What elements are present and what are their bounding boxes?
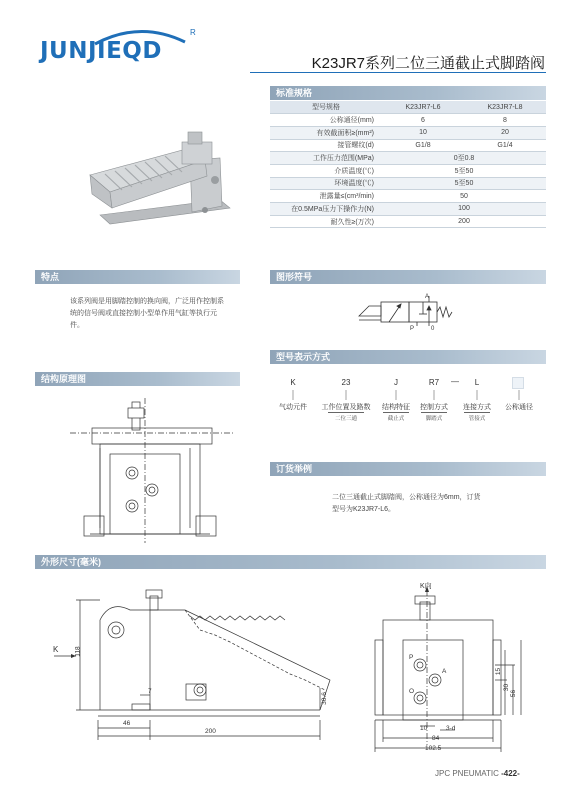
- section-header-symbol: 图形符号: [270, 270, 546, 284]
- spec-value: G1/8: [382, 139, 464, 152]
- spec-table: [270, 101, 546, 228]
- spec-value: G1/4: [464, 139, 546, 152]
- symbol-label-a: A: [425, 294, 430, 300]
- dim-label-30-6: 30.6: [320, 692, 328, 705]
- model-code-sub: 二位三通: [328, 412, 364, 422]
- model-code-label: 控制方式: [420, 404, 448, 411]
- table-row: [270, 126, 546, 139]
- port-label-o: O: [409, 688, 415, 695]
- table-row: [270, 203, 546, 216]
- logo-registered-mark: R: [190, 28, 196, 37]
- spec-value: 8: [464, 114, 546, 127]
- model-code-connectors: [280, 388, 540, 402]
- port-label-a: A: [442, 668, 447, 675]
- model-code-l: L: [474, 378, 480, 387]
- dim-label-k-view: K向: [420, 583, 432, 590]
- model-code-label: 公称通径: [505, 404, 533, 411]
- model-code-label: 结构特征: [382, 404, 410, 411]
- spec-value: 5至50: [382, 177, 546, 190]
- dim-label-102-5: 102.5: [425, 745, 442, 752]
- valve-symbol-diagram: [355, 292, 465, 332]
- model-code-dash: —: [451, 377, 459, 386]
- product-photo: [70, 120, 250, 240]
- dim-label-118: 118: [74, 646, 82, 657]
- model-code-sub: 管接式: [464, 412, 490, 422]
- dim-label-30: 30: [503, 683, 511, 692]
- model-code-label: 工作位置及路数: [321, 404, 371, 411]
- section-header-features: 特点: [35, 270, 240, 284]
- model-code-j: J: [394, 378, 398, 387]
- table-row: [270, 152, 546, 165]
- model-code-sub: 截止式: [383, 412, 409, 422]
- model-code-label: 气动元件: [279, 404, 307, 411]
- spec-value: 10: [382, 126, 464, 139]
- spec-header-cell: K23JR7-L6: [382, 101, 464, 114]
- table-row: [270, 215, 546, 228]
- section-header-dimensions: 外形尺寸(毫米): [35, 555, 546, 569]
- dim-label-10: 10: [420, 725, 428, 732]
- model-code-23: 23: [341, 378, 351, 387]
- spec-header-cell: K23JR7-L8: [464, 101, 546, 114]
- spec-label: 环境温度(℃): [270, 177, 382, 190]
- spec-label: 耐久性≥(万次): [270, 215, 382, 228]
- dim-label-15: 15: [495, 667, 503, 676]
- symbol-label-o: 0: [431, 326, 435, 332]
- features-text: 该系列阀是用脚踏控制的换向阀，广泛用作控制系统的信号阀或直接控制小型单作用气缸等执行元件。: [70, 298, 224, 329]
- spec-value: 6: [382, 114, 464, 127]
- spec-label: 在0.5MPa压力下操作力(N): [270, 203, 382, 216]
- spec-value: 20: [464, 126, 546, 139]
- section-header-model-code: 型号表示方式: [270, 350, 546, 364]
- order-example-text: 二位三通截止式脚踏阀，公称通径为6mm，订货型号为K23JR7-L6。: [332, 494, 481, 513]
- spec-value: 5至50: [382, 164, 546, 177]
- dim-label-46: 46: [123, 720, 131, 727]
- table-row: [270, 139, 546, 152]
- spec-value: 100: [382, 203, 546, 216]
- port-label-p: P: [409, 654, 414, 661]
- spec-header-cell: 型号规格: [270, 101, 382, 114]
- dim-label-56: 56: [510, 689, 518, 698]
- footer-brand: JPC PNEUMATIC: [435, 769, 499, 778]
- side-view-drawing: [40, 580, 340, 750]
- spec-label: 泄露量≤(cm³/min): [270, 190, 382, 203]
- model-code-r7: R7: [428, 378, 440, 387]
- spec-label: 接管螺纹(d): [270, 139, 382, 152]
- spec-label: 工作压力范围(MPa): [270, 152, 382, 165]
- model-code-sub: 脚踏式: [421, 412, 447, 422]
- dim-label-200: 200: [205, 728, 216, 735]
- logo-text: JUNJIEQD: [40, 38, 162, 64]
- model-code-label: 连接方式: [463, 404, 491, 411]
- spec-label: 介质温度(℃): [270, 164, 382, 177]
- table-row: [270, 114, 546, 127]
- section-header-structure: 结构原理图: [35, 372, 240, 386]
- spec-value: 0至0.8: [382, 152, 546, 165]
- table-row: [270, 164, 546, 177]
- structure-drawing: [70, 398, 240, 548]
- spec-label: 公称通径(mm): [270, 114, 382, 127]
- section-header-standard-spec: 标准规格: [270, 86, 546, 100]
- table-row: [270, 177, 546, 190]
- spec-value: 50: [382, 190, 546, 203]
- dim-label-k: K: [53, 645, 59, 654]
- title-underline: [250, 72, 546, 73]
- dim-label-84: 84: [432, 735, 440, 742]
- page-footer: [435, 769, 520, 778]
- symbol-label-p: P: [410, 326, 415, 332]
- spec-label: 有效截面积≥(mm²): [270, 126, 382, 139]
- page-number: -422-: [501, 769, 520, 778]
- brand-logo: [40, 26, 200, 74]
- dim-label-7: 7: [148, 688, 152, 695]
- page-title: K23JR7系列二位三通截止式脚踏阀: [311, 55, 545, 72]
- dim-label-3d: 3-d: [446, 725, 456, 732]
- model-code-k: K: [290, 378, 296, 387]
- section-header-order-example: 订货举例: [270, 462, 546, 476]
- spec-table-header: [270, 101, 546, 114]
- spec-value: 200: [382, 215, 546, 228]
- table-row: [270, 190, 546, 203]
